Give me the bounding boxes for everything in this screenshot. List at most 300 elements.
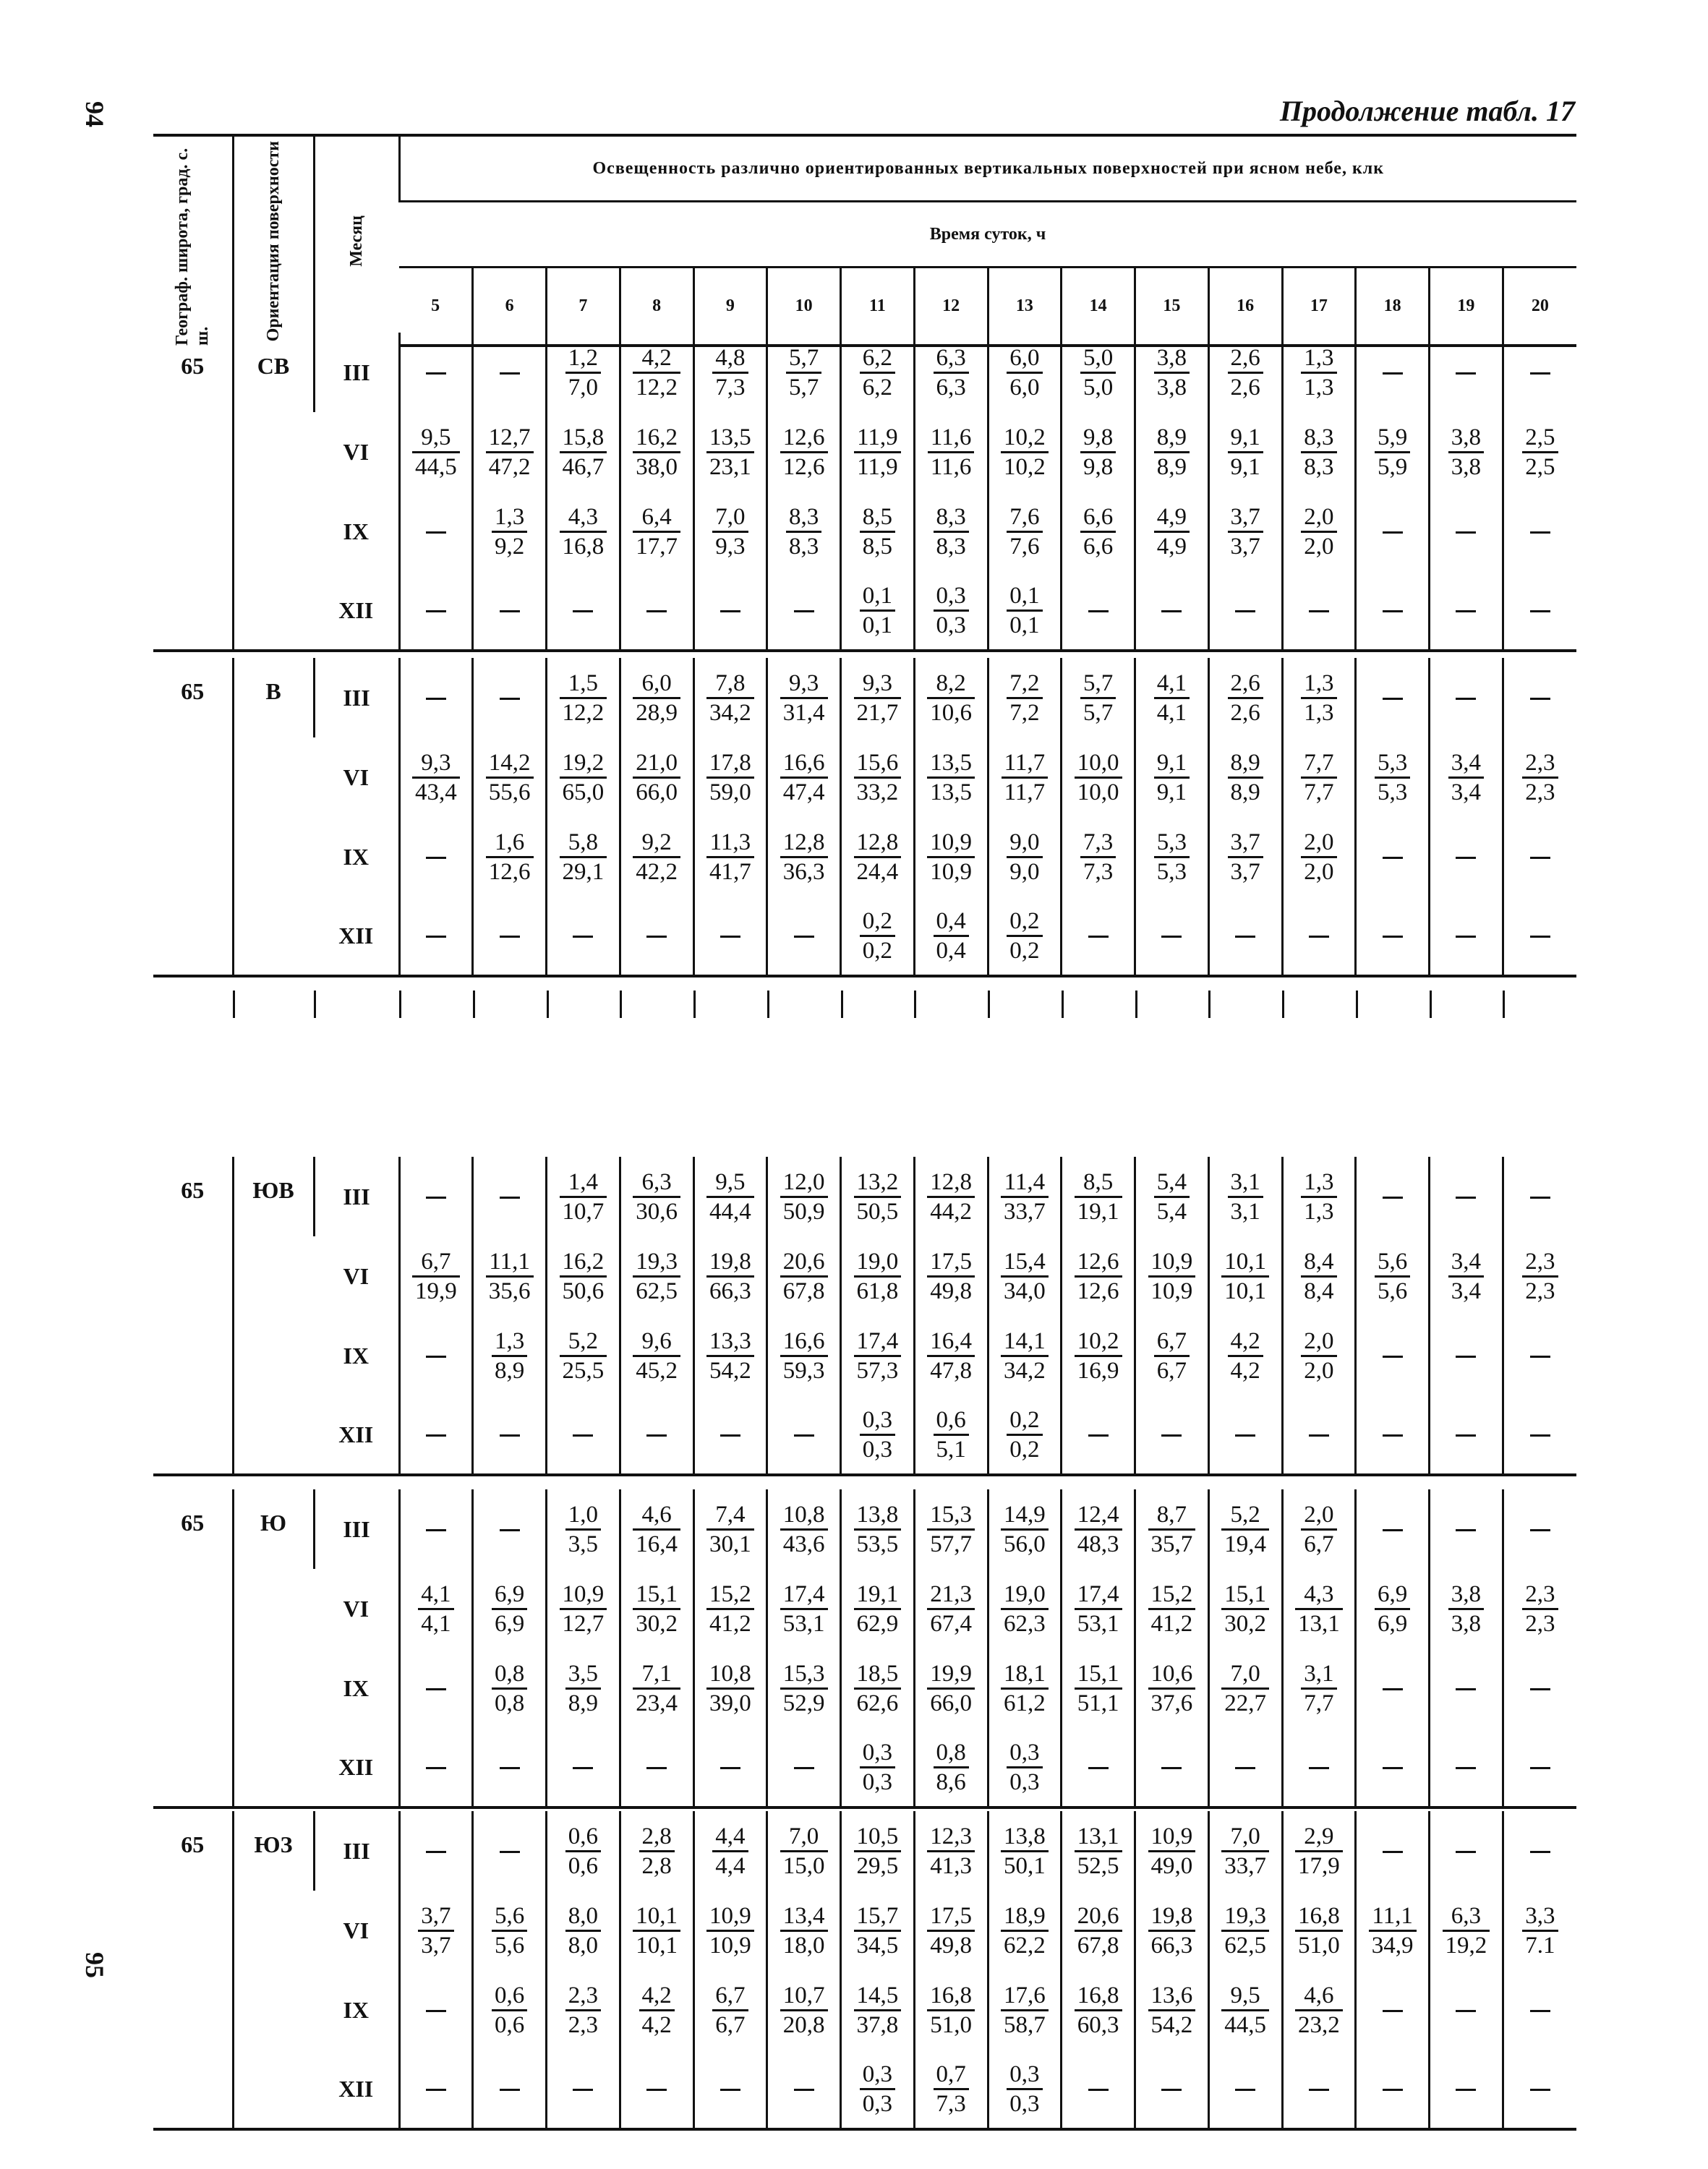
value-cell: [620, 492, 693, 571]
dash-mark: [500, 610, 520, 612]
value-cell: [693, 412, 767, 492]
value-cell: [1503, 492, 1576, 571]
denominator: 19,4: [1224, 1531, 1266, 1557]
numerator: 1,3: [492, 503, 527, 533]
numerator: 10,9: [706, 1902, 754, 1932]
denominator: 53,5: [856, 1531, 899, 1557]
fraction-value: [1301, 344, 1336, 401]
numerator: 21,3: [927, 1580, 975, 1610]
value-cell: [1208, 2050, 1282, 2129]
numerator: 0,6: [565, 1823, 601, 1852]
denominator: 8,0: [568, 1932, 598, 1959]
denominator: 52,5: [1077, 1852, 1119, 1879]
fraction-value: [1001, 424, 1049, 481]
denominator: 2,6: [1230, 374, 1260, 401]
numerator: 11,3: [706, 829, 754, 858]
value-cell: [767, 333, 841, 412]
denominator: 34,0: [1004, 1278, 1046, 1304]
value-cell: [988, 1811, 1062, 1891]
dash-mark: [1530, 2010, 1550, 2012]
numerator: 19,1: [854, 1580, 902, 1610]
dash-mark: [426, 531, 446, 534]
denominator: 41,2: [709, 1610, 751, 1637]
value-cell: [1135, 571, 1209, 651]
fraction-value: [927, 1660, 975, 1717]
numerator: 9,5: [412, 424, 460, 453]
fraction-value: [1301, 1248, 1336, 1305]
value-cell: [1356, 1569, 1430, 1648]
denominator: 8,9: [1230, 779, 1260, 805]
value-cell: [399, 1569, 473, 1648]
table-row: [153, 1648, 1576, 1728]
value-cell: [841, 1728, 915, 1808]
denominator: 5,7: [1083, 699, 1114, 726]
denominator: 34,9: [1371, 1932, 1414, 1959]
fraction-value: [927, 749, 975, 806]
header-hour: 19: [1430, 268, 1503, 346]
value-cell: [547, 658, 620, 737]
fraction-value: [1221, 1982, 1269, 2039]
denominator: 28,9: [636, 699, 678, 726]
dash-mark: [1383, 2010, 1403, 2012]
numerator: 5,2: [1221, 1501, 1269, 1531]
fraction-value: [786, 344, 821, 401]
numerator: 19,8: [706, 1248, 754, 1278]
month-cell: III: [314, 1157, 399, 1236]
value-cell: [1208, 1728, 1282, 1808]
fraction-value: [1301, 424, 1336, 481]
denominator: 45,2: [636, 1357, 678, 1384]
denominator: 59,0: [709, 779, 751, 805]
numerator: 2,3: [1522, 749, 1558, 779]
denominator: 3,1: [1230, 1198, 1260, 1225]
header-hour: 11: [841, 268, 915, 346]
numerator: 4,2: [639, 1982, 675, 2011]
value-cell: [1430, 897, 1503, 976]
numerator: 15,2: [1148, 1580, 1196, 1610]
value-cell: [1135, 1811, 1209, 1891]
value-cell: [841, 1316, 915, 1395]
value-cell: [1503, 412, 1576, 492]
numerator: 0,1: [860, 582, 895, 612]
dash-mark: [1456, 372, 1476, 375]
fraction-value: [492, 503, 527, 560]
numerator: 9,3: [780, 669, 828, 699]
value-cell: [841, 897, 915, 976]
numerator: 13,8: [1001, 1823, 1049, 1852]
fraction-value: [1154, 344, 1190, 401]
tick-mark: [988, 991, 990, 1018]
dash-mark: [573, 2089, 593, 2091]
value-cell: [767, 658, 841, 737]
denominator: 30,2: [636, 1610, 678, 1637]
numerator: 9,3: [412, 749, 460, 779]
numerator: 13,4: [780, 1902, 828, 1932]
value-cell: [1208, 1395, 1282, 1475]
month-cell: XII: [338, 1421, 374, 1447]
numerator: 9,1: [1154, 749, 1190, 779]
fraction-value: [706, 1168, 754, 1225]
value-cell: [693, 1970, 767, 2050]
fraction-value: [712, 344, 748, 401]
denominator: 41,3: [930, 1852, 972, 1879]
fraction-value: [860, 2061, 895, 2118]
value-cell: [1208, 1316, 1282, 1395]
denominator: 15,0: [782, 1852, 825, 1879]
denominator: 12,6: [782, 453, 825, 480]
numerator: 3,8: [1448, 1580, 1484, 1610]
dash-mark: [1088, 1434, 1109, 1437]
denominator: 4,1: [1156, 699, 1187, 726]
value-cell: [399, 333, 473, 412]
denominator: 5,3: [1378, 779, 1408, 805]
value-cell: [1062, 492, 1135, 571]
denominator: 18,0: [782, 1932, 825, 1959]
month-cell: III: [314, 333, 399, 412]
fraction-value: [1154, 669, 1190, 727]
value-cell: [914, 333, 988, 412]
value-cell: [1503, 1157, 1576, 1236]
dash-mark: [1309, 610, 1329, 612]
value-cell: [620, 1811, 693, 1891]
fraction-value: [1375, 749, 1410, 806]
value-cell: [1430, 1489, 1503, 1569]
denominator: 4,4: [715, 1852, 746, 1879]
numerator: 2,3: [1522, 1248, 1558, 1278]
value-cell: [620, 1728, 693, 1808]
value-cell: [1356, 1970, 1430, 2050]
table-row: [153, 1728, 1576, 1808]
fraction-value: [934, 582, 969, 639]
value-cell: [767, 1157, 841, 1236]
numerator: 2,9: [1295, 1823, 1343, 1852]
fraction-value: [1228, 1327, 1263, 1385]
header-hour: 14: [1062, 268, 1135, 346]
table-row: [153, 737, 1576, 817]
numerator: 14,9: [1001, 1501, 1049, 1531]
month-cell: IX: [343, 1342, 370, 1369]
value-cell: [399, 1728, 473, 1808]
fraction-value: [560, 1327, 607, 1385]
value-cell: [1282, 1728, 1356, 1808]
numerator: 10,2: [1001, 424, 1049, 453]
denominator: 37,8: [856, 2011, 899, 2038]
table-row: [153, 1891, 1576, 1970]
numerator: 13,1: [1075, 1823, 1122, 1852]
dash-mark: [1235, 610, 1255, 612]
denominator: 51,0: [1298, 1932, 1340, 1959]
denominator: 11,7: [1004, 779, 1046, 805]
denominator: 50,6: [562, 1278, 605, 1304]
denominator: 9,1: [1156, 779, 1187, 805]
numerator: 15,1: [1075, 1660, 1122, 1690]
value-cell: [547, 2050, 620, 2129]
value-cell: [1062, 571, 1135, 651]
numerator: 15,3: [780, 1660, 828, 1690]
fraction-value: [1007, 829, 1042, 886]
fraction-value: [1295, 1902, 1343, 1959]
numerator: 15,3: [927, 1501, 975, 1531]
denominator: 7,3: [1083, 858, 1114, 885]
value-cell: [988, 1236, 1062, 1316]
value-cell: [399, 658, 473, 737]
denominator: 6,7: [1156, 1357, 1187, 1384]
value-cell: [1208, 412, 1282, 492]
numerator: 20,6: [1075, 1902, 1122, 1932]
header-hour: 16: [1208, 268, 1282, 346]
fraction-value: [706, 669, 754, 727]
fraction-value: [1001, 1823, 1049, 1880]
value-cell: [1135, 1648, 1209, 1728]
denominator: 10,6: [930, 699, 972, 726]
denominator: 8,9: [568, 1690, 598, 1716]
dash-mark: [720, 1767, 740, 1769]
denominator: 34,2: [709, 699, 751, 726]
table-row: [153, 571, 1576, 651]
fraction-value: [854, 749, 902, 806]
numerator: 10,1: [1221, 1248, 1269, 1278]
fraction-value: [633, 1327, 680, 1385]
denominator: 31,4: [782, 699, 825, 726]
dash-mark: [794, 1434, 814, 1437]
fraction-value: [1154, 503, 1190, 560]
value-cell: [988, 1648, 1062, 1728]
denominator: 33,2: [856, 779, 899, 805]
fraction-value: [854, 1168, 902, 1225]
value-cell: [1282, 2050, 1356, 2129]
value-cell: [1430, 492, 1503, 571]
numerator: 6,7: [1154, 1327, 1190, 1357]
denominator: 16,4: [636, 1531, 678, 1557]
fraction-value: [860, 907, 895, 964]
value-cell: [988, 897, 1062, 976]
numerator: 8,3: [786, 503, 821, 533]
value-cell: [473, 333, 547, 412]
denominator: 0,4: [936, 937, 966, 964]
dash-mark: [1530, 372, 1550, 375]
numerator: 0,8: [934, 1739, 969, 1768]
value-cell: [767, 2050, 841, 2129]
fraction-value: [854, 424, 901, 481]
dash-mark: [1456, 1767, 1476, 1769]
fraction-value: [780, 1501, 828, 1558]
numerator: 7,7: [1301, 749, 1336, 779]
denominator: 35,6: [488, 1278, 531, 1304]
numerator: 15,1: [633, 1580, 680, 1610]
numerator: 19,0: [1001, 1580, 1049, 1610]
dash-mark: [1309, 1434, 1329, 1437]
dash-mark: [1088, 2089, 1109, 2091]
tick-mark: [767, 991, 769, 1018]
numerator: 16,8: [1295, 1902, 1343, 1932]
value-cell: [547, 1728, 620, 1808]
value-cell: [473, 571, 547, 651]
numerator: 0,6: [492, 1982, 527, 2011]
value-cell: [1356, 2050, 1430, 2129]
value-cell: [473, 1970, 547, 2050]
fraction-value: [1007, 1739, 1042, 1796]
dash-mark: [1383, 531, 1403, 534]
numerator: 7,4: [706, 1501, 754, 1531]
fraction-value: [780, 1902, 828, 1959]
value-cell: [1135, 1395, 1209, 1475]
fraction-value: [780, 1580, 828, 1638]
denominator: 10,2: [1004, 453, 1046, 480]
denominator: 23,2: [1298, 2011, 1340, 2038]
value-cell: [767, 1728, 841, 1808]
fraction-value: [1221, 1248, 1269, 1305]
numerator: 16,4: [927, 1327, 975, 1357]
dash-mark: [426, 857, 446, 859]
dash-mark: [1456, 857, 1476, 859]
value-cell: [914, 2050, 988, 2129]
numerator: 13,2: [854, 1168, 902, 1198]
value-cell: [473, 1569, 547, 1648]
dash-mark: [1235, 936, 1255, 938]
value-cell: [988, 1316, 1062, 1395]
dash-mark: [426, 2010, 446, 2012]
denominator: 55,6: [488, 779, 531, 805]
fraction-value: [492, 1580, 527, 1638]
value-cell: [1062, 1395, 1135, 1475]
denominator: 7,3: [936, 2090, 966, 2117]
fraction-value: [927, 1168, 975, 1225]
denominator: 5,1: [936, 1436, 966, 1463]
dash-mark: [1456, 531, 1476, 534]
month-cell: XII: [338, 1753, 374, 1780]
numerator: 7,0: [712, 503, 748, 533]
fraction-value: [1001, 1248, 1049, 1305]
value-cell: [1135, 1970, 1209, 2050]
data-block: [153, 1811, 1576, 2131]
fraction-value: [1228, 749, 1263, 806]
numerator: 4,6: [633, 1501, 680, 1531]
value-cell: [1503, 897, 1576, 976]
numerator: 3,7: [418, 1902, 453, 1932]
numerator: 0,2: [1007, 907, 1042, 937]
fraction-value: [1154, 1168, 1190, 1225]
value-cell: [399, 412, 473, 492]
numerator: 0,1: [1007, 582, 1042, 612]
value-cell: [1135, 492, 1209, 571]
fraction-value: [1075, 1501, 1122, 1558]
value-cell: [693, 1236, 767, 1316]
dash-mark: [1530, 1851, 1550, 1853]
denominator: 8,9: [1156, 453, 1187, 480]
numerator: 0,2: [860, 907, 895, 937]
value-cell: [1430, 1316, 1503, 1395]
value-cell: [914, 1395, 988, 1475]
value-cell: [1430, 333, 1503, 412]
header-title: Освещенность различно ориентированных вертикальных поверхностей при ясном небе, клк: [399, 135, 1576, 202]
numerator: 9,2: [633, 829, 680, 858]
denominator: 49,8: [930, 1278, 972, 1304]
value-cell: [914, 897, 988, 976]
denominator: 5,6: [495, 1932, 525, 1959]
value-cell: [1430, 1157, 1503, 1236]
value-cell: [767, 1395, 841, 1475]
value-cell: [1062, 1891, 1135, 1970]
value-cell: [1282, 1157, 1356, 1236]
numerator: 7,0: [1221, 1823, 1269, 1852]
numerator: 9,1: [1228, 424, 1263, 453]
value-cell: [693, 1569, 767, 1648]
fraction-value: [706, 1501, 754, 1558]
numerator: 10,9: [1148, 1248, 1196, 1278]
value-cell: [1356, 1157, 1430, 1236]
value-cell: [988, 1569, 1062, 1648]
value-cell: [399, 1648, 473, 1728]
dash-mark: [1456, 1434, 1476, 1437]
value-cell: [1356, 1395, 1430, 1475]
fraction-value: [639, 1982, 675, 2039]
denominator: 62,2: [1004, 1932, 1046, 1959]
value-cell: [1282, 333, 1356, 412]
value-cell: [841, 658, 915, 737]
dash-mark: [573, 610, 593, 612]
denominator: 39,0: [709, 1690, 751, 1716]
value-cell: [988, 1489, 1062, 1569]
value-cell: [547, 897, 620, 976]
table-row: [153, 1569, 1576, 1648]
value-cell: [693, 333, 767, 412]
fraction-value: [927, 1823, 975, 1880]
dash-mark: [1456, 1851, 1476, 1853]
fraction-value: [565, 1982, 601, 2039]
value-cell: [914, 492, 988, 571]
value-cell: [767, 1236, 841, 1316]
dash-mark: [426, 372, 446, 375]
value-cell: [620, 2050, 693, 2129]
fraction-value: [492, 1660, 527, 1717]
fraction-value: [927, 1248, 975, 1305]
numerator: 9,8: [1080, 424, 1116, 453]
value-cell: [841, 412, 915, 492]
denominator: 43,6: [782, 1531, 825, 1557]
value-cell: [399, 1316, 473, 1395]
numerator: 16,8: [927, 1982, 975, 2011]
value-cell: [473, 737, 547, 817]
fraction-value: [1002, 749, 1049, 806]
dash-mark: [1383, 1197, 1403, 1199]
denominator: 7,6: [1009, 533, 1040, 560]
denominator: 2,8: [641, 1852, 672, 1879]
value-cell: [620, 412, 693, 492]
value-cell: [473, 1728, 547, 1808]
fraction-value: [1080, 424, 1116, 481]
value-cell: [767, 737, 841, 817]
dash-mark: [1530, 1767, 1550, 1769]
fraction-value: [934, 2061, 969, 2118]
fraction-value: [565, 1501, 601, 1558]
fraction-value: [1522, 1580, 1558, 1638]
denominator: 12,2: [562, 699, 605, 726]
value-cell: [1503, 1236, 1576, 1316]
denominator: 9,8: [1083, 453, 1114, 480]
value-cell: [473, 1316, 547, 1395]
denominator: 10,9: [709, 1932, 751, 1959]
numerator: 17,4: [854, 1327, 902, 1357]
value-cell: [1356, 333, 1430, 412]
denominator: 66,0: [636, 779, 678, 805]
dash-mark: [1309, 1767, 1329, 1769]
fraction-value: [1221, 1902, 1269, 1959]
value-cell: [693, 817, 767, 897]
fraction-value: [1148, 1248, 1196, 1305]
tick-mark: [620, 991, 622, 1018]
numerator: 20,6: [780, 1248, 828, 1278]
denominator: 8,6: [936, 1768, 966, 1795]
